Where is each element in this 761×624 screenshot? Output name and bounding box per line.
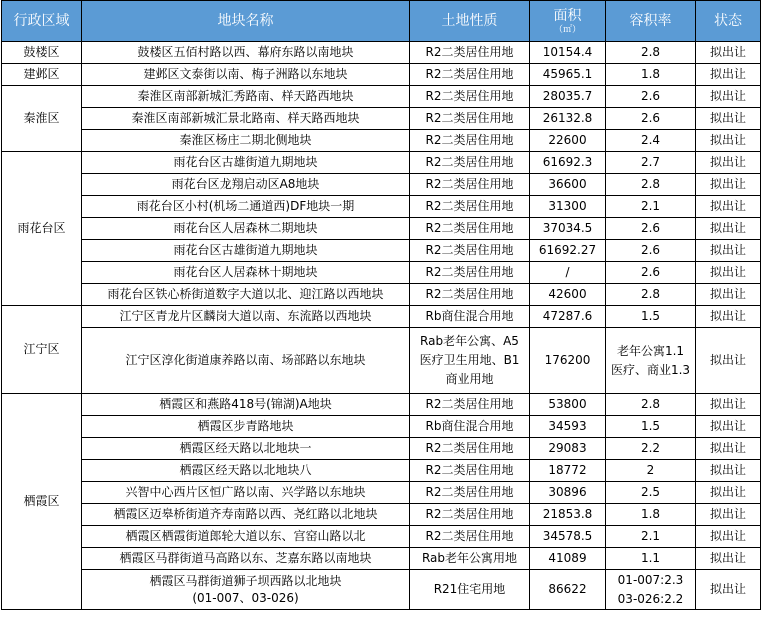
header-floor-area-ratio: 容积率 xyxy=(606,1,696,42)
header-area-label: 面积 xyxy=(553,8,582,24)
floor-area-ratio-cell: 2 xyxy=(606,460,696,482)
land-use-cell: Rb商住混合用地 xyxy=(410,306,530,328)
land-use-cell: R2二类居住用地 xyxy=(410,196,530,218)
area-cell: 21853.8 xyxy=(530,504,606,526)
land-use-cell: R21住宅用地 xyxy=(410,570,530,610)
table-row xyxy=(2,548,761,570)
land-use-cell: R2二类居住用地 xyxy=(410,482,530,504)
area-cell: 61692.27 xyxy=(530,240,606,262)
status-cell: 拟出让 xyxy=(696,218,761,240)
status-cell: 拟出让 xyxy=(696,306,761,328)
table-row xyxy=(2,284,761,306)
floor-area-ratio-cell: 1.5 xyxy=(606,306,696,328)
area-cell: 176200 xyxy=(530,328,606,394)
land-use-cell: R2二类居住用地 xyxy=(410,174,530,196)
district-cell: 雨花台区 xyxy=(2,152,82,306)
parcel-name-cell: 栖霞区和燕路418号(锦湖)A地块 xyxy=(82,394,410,416)
parcel-name-cell: 栖霞区经天路以北地块一 xyxy=(82,438,410,460)
floor-area-ratio-cell: 2.8 xyxy=(606,284,696,306)
floor-area-ratio-cell: 01-007:2.3 03-026:2.2 xyxy=(606,570,696,610)
status-cell: 拟出让 xyxy=(696,152,761,174)
status-cell: 拟出让 xyxy=(696,416,761,438)
status-cell: 拟出让 xyxy=(696,284,761,306)
land-use-cell: R2二类居住用地 xyxy=(410,218,530,240)
table-row xyxy=(2,262,761,284)
floor-area-ratio-cell: 2.1 xyxy=(606,526,696,548)
table-row xyxy=(2,570,761,610)
floor-area-ratio-cell: 2.6 xyxy=(606,262,696,284)
land-use-cell: R2二类居住用地 xyxy=(410,108,530,130)
status-cell: 拟出让 xyxy=(696,174,761,196)
parcel-name-cell: 栖霞区步青路地块 xyxy=(82,416,410,438)
area-cell: 61692.3 xyxy=(530,152,606,174)
floor-area-ratio-cell: 2.4 xyxy=(606,130,696,152)
parcel-name-cell: 雨花台区铁心桥街道数字大道以北、迎江路以西地块 xyxy=(82,284,410,306)
area-cell: 42600 xyxy=(530,284,606,306)
table-row xyxy=(2,152,761,174)
floor-area-ratio-cell: 2.8 xyxy=(606,42,696,64)
land-use-cell: R2二类居住用地 xyxy=(410,42,530,64)
area-cell: 29083 xyxy=(530,438,606,460)
area-cell: 28035.7 xyxy=(530,86,606,108)
table-row xyxy=(2,328,761,394)
table-row xyxy=(2,482,761,504)
area-cell: 34593 xyxy=(530,416,606,438)
parcel-name-cell: 兴智中心西片区恒广路以南、兴学路以东地块 xyxy=(82,482,410,504)
area-cell: 41089 xyxy=(530,548,606,570)
land-use-cell: Rab老年公寓用地 xyxy=(410,548,530,570)
land-use-cell: R2二类居住用地 xyxy=(410,526,530,548)
floor-area-ratio-cell: 1.8 xyxy=(606,64,696,86)
status-cell: 拟出让 xyxy=(696,504,761,526)
area-cell: 22600 xyxy=(530,130,606,152)
table-body xyxy=(2,42,761,610)
land-use-cell: R2二类居住用地 xyxy=(410,438,530,460)
district-cell: 栖霞区 xyxy=(2,394,82,610)
area-cell: 53800 xyxy=(530,394,606,416)
parcel-name-cell: 雨花台区龙翔启动区A8地块 xyxy=(82,174,410,196)
floor-area-ratio-cell: 2.8 xyxy=(606,394,696,416)
status-cell: 拟出让 xyxy=(696,394,761,416)
header-status: 状态 xyxy=(696,1,761,42)
table-row xyxy=(2,218,761,240)
status-cell: 拟出让 xyxy=(696,196,761,218)
district-cell: 江宁区 xyxy=(2,306,82,394)
table-row xyxy=(2,306,761,328)
land-use-cell: R2二类居住用地 xyxy=(410,284,530,306)
land-use-cell: R2二类居住用地 xyxy=(410,460,530,482)
status-cell: 拟出让 xyxy=(696,328,761,394)
floor-area-ratio-cell: 2.5 xyxy=(606,482,696,504)
floor-area-ratio-cell: 2.2 xyxy=(606,438,696,460)
floor-area-ratio-cell: 2.6 xyxy=(606,240,696,262)
floor-area-ratio-cell: 1.8 xyxy=(606,504,696,526)
area-cell: 47287.6 xyxy=(530,306,606,328)
table-row xyxy=(2,174,761,196)
area-cell: 34578.5 xyxy=(530,526,606,548)
floor-area-ratio-cell: 2.8 xyxy=(606,174,696,196)
area-cell: / xyxy=(530,262,606,284)
parcel-name-cell: 秦淮区南部新城汇秀路南、样天路西地块 xyxy=(82,86,410,108)
land-use-cell: R2二类居住用地 xyxy=(410,86,530,108)
header-district: 行政区域 xyxy=(2,1,82,42)
floor-area-ratio-cell: 2.7 xyxy=(606,152,696,174)
district-cell: 建邺区 xyxy=(2,64,82,86)
area-cell: 18772 xyxy=(530,460,606,482)
parcel-name-cell: 江宁区青龙片区麟岗大道以南、东流路以西地块 xyxy=(82,306,410,328)
land-use-cell: Rb商住混合用地 xyxy=(410,416,530,438)
status-cell: 拟出让 xyxy=(696,240,761,262)
status-cell: 拟出让 xyxy=(696,482,761,504)
area-cell: 30896 xyxy=(530,482,606,504)
floor-area-ratio-cell: 2.1 xyxy=(606,196,696,218)
table-row xyxy=(2,526,761,548)
area-cell: 86622 xyxy=(530,570,606,610)
area-cell: 31300 xyxy=(530,196,606,218)
parcel-name-cell: 栖霞区栖霞街道郎轮大道以东、宫窑山路以北 xyxy=(82,526,410,548)
status-cell: 拟出让 xyxy=(696,262,761,284)
table-row xyxy=(2,460,761,482)
parcel-name-cell: 雨花台区古雄街道九期地块 xyxy=(82,152,410,174)
land-use-cell: Rab老年公寓、A5 医疗卫生用地、B1 商业用地 xyxy=(410,328,530,394)
parcel-name-cell: 秦淮区南部新城汇景北路南、样天路西地块 xyxy=(82,108,410,130)
status-cell: 拟出让 xyxy=(696,42,761,64)
land-use-cell: R2二类居住用地 xyxy=(410,240,530,262)
parcel-name-cell: 雨花台区古雄街道九期地块 xyxy=(82,240,410,262)
table-row xyxy=(2,130,761,152)
table-row xyxy=(2,240,761,262)
table-header-row xyxy=(2,1,761,42)
land-use-cell: R2二类居住用地 xyxy=(410,130,530,152)
parcel-name-cell: 雨花台区人居森林十期地块 xyxy=(82,262,410,284)
area-cell: 45965.1 xyxy=(530,64,606,86)
header-area-unit: （㎡） xyxy=(553,25,581,35)
parcel-name-cell: 栖霞区迈皋桥街道齐寿南路以西、尧红路以北地块 xyxy=(82,504,410,526)
table-row xyxy=(2,416,761,438)
floor-area-ratio-cell: 1.5 xyxy=(606,416,696,438)
parcel-name-cell: 雨花台区小村(机场二通道西)DF地块一期 xyxy=(82,196,410,218)
parcel-name-cell: 建邺区文泰街以南、梅子洲路以东地块 xyxy=(82,64,410,86)
land-use-cell: R2二类居住用地 xyxy=(410,262,530,284)
parcel-name-cell: 栖霞区经天路以北地块八 xyxy=(82,460,410,482)
table-row xyxy=(2,64,761,86)
parcel-name-cell: 鼓楼区五佰村路以西、幕府东路以南地块 xyxy=(82,42,410,64)
area-cell: 26132.8 xyxy=(530,108,606,130)
area-cell: 10154.4 xyxy=(530,42,606,64)
parcel-name-cell: 栖霞区马群街道狮子坝西路以北地块 (01-007、03-026) xyxy=(82,570,410,610)
status-cell: 拟出让 xyxy=(696,108,761,130)
status-cell: 拟出让 xyxy=(696,570,761,610)
floor-area-ratio-cell: 1.1 xyxy=(606,548,696,570)
district-cell: 秦淮区 xyxy=(2,86,82,152)
parcel-name-cell: 秦淮区杨庄二期北侧地块 xyxy=(82,130,410,152)
table-row xyxy=(2,42,761,64)
floor-area-ratio-cell: 2.6 xyxy=(606,86,696,108)
land-parcel-table xyxy=(1,0,761,610)
status-cell: 拟出让 xyxy=(696,86,761,108)
status-cell: 拟出让 xyxy=(696,526,761,548)
status-cell: 拟出让 xyxy=(696,64,761,86)
area-cell: 36600 xyxy=(530,174,606,196)
floor-area-ratio-cell: 老年公寓1.1 医疗、商业1.3 xyxy=(606,328,696,394)
area-cell: 37034.5 xyxy=(530,218,606,240)
table-row xyxy=(2,504,761,526)
status-cell: 拟出让 xyxy=(696,460,761,482)
land-use-cell: R2二类居住用地 xyxy=(410,394,530,416)
floor-area-ratio-cell: 2.6 xyxy=(606,218,696,240)
header-land-use: 土地性质 xyxy=(410,1,530,42)
header-parcel-name: 地块名称 xyxy=(82,1,410,42)
parcel-name-cell: 栖霞区马群街道马高路以东、芝嘉东路以南地块 xyxy=(82,548,410,570)
parcel-name-cell: 雨花台区人居森林二期地块 xyxy=(82,218,410,240)
land-use-cell: R2二类居住用地 xyxy=(410,64,530,86)
district-cell: 鼓楼区 xyxy=(2,42,82,64)
land-use-cell: R2二类居住用地 xyxy=(410,152,530,174)
land-use-cell: R2二类居住用地 xyxy=(410,504,530,526)
table-row xyxy=(2,108,761,130)
table-row xyxy=(2,394,761,416)
status-cell: 拟出让 xyxy=(696,130,761,152)
table-row xyxy=(2,438,761,460)
floor-area-ratio-cell: 2.6 xyxy=(606,108,696,130)
table-row xyxy=(2,196,761,218)
status-cell: 拟出让 xyxy=(696,438,761,460)
status-cell: 拟出让 xyxy=(696,548,761,570)
parcel-name-cell: 江宁区淳化街道康养路以南、场部路以东地块 xyxy=(82,328,410,394)
header-area xyxy=(530,1,606,42)
table-row xyxy=(2,86,761,108)
